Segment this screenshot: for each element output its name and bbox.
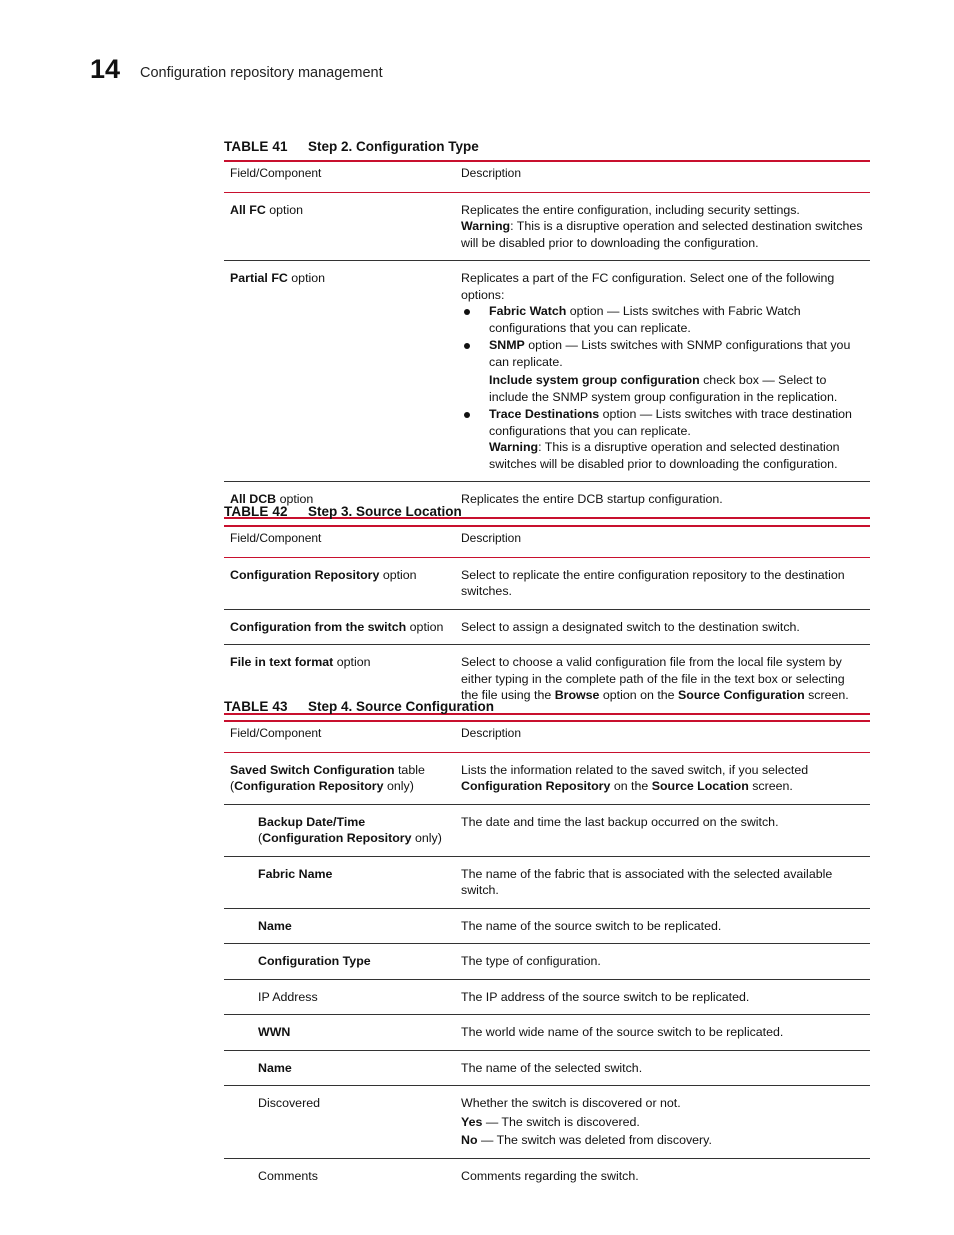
table43-header-row bbox=[224, 721, 870, 752]
description-cell: The name of the selected switch. bbox=[461, 1060, 643, 1075]
table-row-wwn bbox=[224, 1015, 870, 1051]
field-cell: Configuration Type bbox=[258, 954, 371, 968]
description-cell: Replicates a part of the FC configuration. Select one of the following options: Fabric Watch option — Lists switches with Fabric Watch configurations that you can replicate. SNMP option — Lists switches with SNMP configurations that you can replicate. Include system group configuration check box — Select to include the SNMP system group configuration in the replication. Trace Destinations option — Lists switches with trace destination configurations that you can replicate. Warning: This is a disruptive operation and selected destination switches will be disabled prior to downloading the configuration. bbox=[455, 261, 870, 482]
description-cell: The IP address of the source switch to be replicated. bbox=[461, 989, 750, 1004]
table41-caption bbox=[224, 139, 479, 154]
description-cell: Select to assign a designated switch to the destination switch. bbox=[461, 619, 800, 634]
col-header-description: Description bbox=[461, 166, 522, 180]
description-cell: The name of the fabric that is associated with the selected available switch. bbox=[461, 866, 833, 897]
table42-caption bbox=[224, 504, 462, 519]
table-row-comments bbox=[224, 1158, 870, 1193]
description-cell: Select to choose a valid configuration file from the local file system by either typing in the complete path of the file in the text box or selecting the file using the Browse option on the Source Configuration screen. bbox=[461, 655, 849, 702]
table-row-name bbox=[224, 908, 870, 944]
options-list bbox=[461, 303, 864, 472]
table42 bbox=[224, 525, 870, 715]
description-cell: The world wide name of the source switch to be replicated. bbox=[461, 1025, 784, 1039]
bullet-icon bbox=[464, 309, 470, 315]
field-cell: Name bbox=[258, 918, 292, 933]
table43-caption bbox=[224, 699, 494, 714]
table-row-configuration-from-switch bbox=[224, 609, 870, 645]
table-row-all-fc bbox=[224, 192, 870, 261]
list-item: Trace Destinations option — Lists switches with trace destination configurations that you can replicate. Warning: This is a disruptive operation and selected destination switches will be disabled prior to downloading the configuration. bbox=[461, 406, 864, 472]
table-row-backup-date-time bbox=[224, 804, 870, 856]
table43-title: Step 4. Source Configuration bbox=[308, 699, 495, 714]
col-header-field: Field/Component bbox=[230, 166, 322, 180]
description-cell: Replicates the entire configuration, including security settings. Warning: This is a disruptive operation and selected destination switches will be disabled prior to downloading the configuration. bbox=[461, 202, 863, 250]
table-row-fabric-name bbox=[224, 856, 870, 908]
col-header-field: Field/Component bbox=[230, 531, 322, 545]
table42-number: TABLE 42 bbox=[224, 504, 288, 519]
table41-number: TABLE 41 bbox=[224, 139, 288, 154]
table41 bbox=[224, 160, 870, 519]
chapter-number: 14 bbox=[90, 54, 121, 84]
table43-number: TABLE 43 bbox=[224, 699, 288, 714]
list-item: SNMP option — Lists switches with SNMP configurations that you can replicate. Include system group configuration check box — Select to include the SNMP system group configuration in the replication. bbox=[461, 337, 864, 405]
description-cell: Whether the switch is discovered or not. Yes — The switch is discovered. No — The switch was deleted from discovery. bbox=[461, 1096, 712, 1147]
field-cell: Discovered bbox=[258, 1096, 320, 1110]
field-cell: Comments bbox=[258, 1168, 318, 1183]
chapter-title: Configuration repository management bbox=[140, 65, 383, 81]
field-cell: Backup Date/Time (Configuration Repository only) bbox=[258, 814, 442, 845]
description-cell: The type of configuration. bbox=[461, 954, 601, 968]
description-cell: Lists the information related to the saved switch, if you selected Configuration Repository on the Source Location screen. bbox=[461, 762, 809, 793]
table-row-configuration-type bbox=[224, 944, 870, 980]
field-cell: All FC option bbox=[230, 202, 303, 217]
field-cell: WWN bbox=[258, 1025, 291, 1039]
field-cell: IP Address bbox=[258, 989, 318, 1004]
list-item: Fabric Watch option — Lists switches with Fabric Watch configurations that you can replicate. bbox=[461, 303, 864, 336]
field-cell: Partial FC option bbox=[230, 271, 326, 285]
bullet-icon bbox=[464, 412, 470, 418]
table42-header-row bbox=[224, 526, 870, 557]
field-cell: Saved Switch Configuration table (Configuration Repository only) bbox=[230, 762, 425, 793]
field-cell: Configuration from the switch option bbox=[230, 619, 444, 634]
col-header-field: Field/Component bbox=[230, 726, 322, 740]
table-row-name-selected bbox=[224, 1050, 870, 1086]
field-cell: Name bbox=[258, 1060, 292, 1075]
table-row-configuration-repository bbox=[224, 557, 870, 609]
table-row-discovered bbox=[224, 1086, 870, 1159]
table43 bbox=[224, 720, 870, 1193]
description-cell: Replicates the entire DCB startup configuration. bbox=[461, 492, 723, 506]
bullet-icon bbox=[464, 343, 470, 349]
col-header-description: Description bbox=[461, 726, 522, 740]
table42-title: Step 3. Source Location bbox=[308, 504, 462, 519]
table-row-ip-address bbox=[224, 979, 870, 1015]
field-cell: Configuration Repository option bbox=[230, 567, 417, 582]
table41-header-row bbox=[224, 161, 870, 192]
table-row-saved-switch-configuration bbox=[224, 752, 870, 804]
field-cell: All DCB option bbox=[230, 492, 314, 506]
table41-title: Step 2. Configuration Type bbox=[308, 139, 479, 154]
field-cell: Fabric Name bbox=[258, 866, 333, 881]
field-cell: File in text format option bbox=[230, 655, 371, 669]
col-header-description: Description bbox=[461, 531, 522, 545]
table-row-partial-fc bbox=[224, 261, 870, 482]
description-cell: The name of the source switch to be replicated. bbox=[461, 918, 722, 933]
description-cell: The date and time the last backup occurred on the switch. bbox=[461, 814, 779, 829]
description-cell: Comments regarding the switch. bbox=[461, 1168, 639, 1183]
description-cell: Select to replicate the entire configuration repository to the destination switches. bbox=[461, 567, 845, 598]
